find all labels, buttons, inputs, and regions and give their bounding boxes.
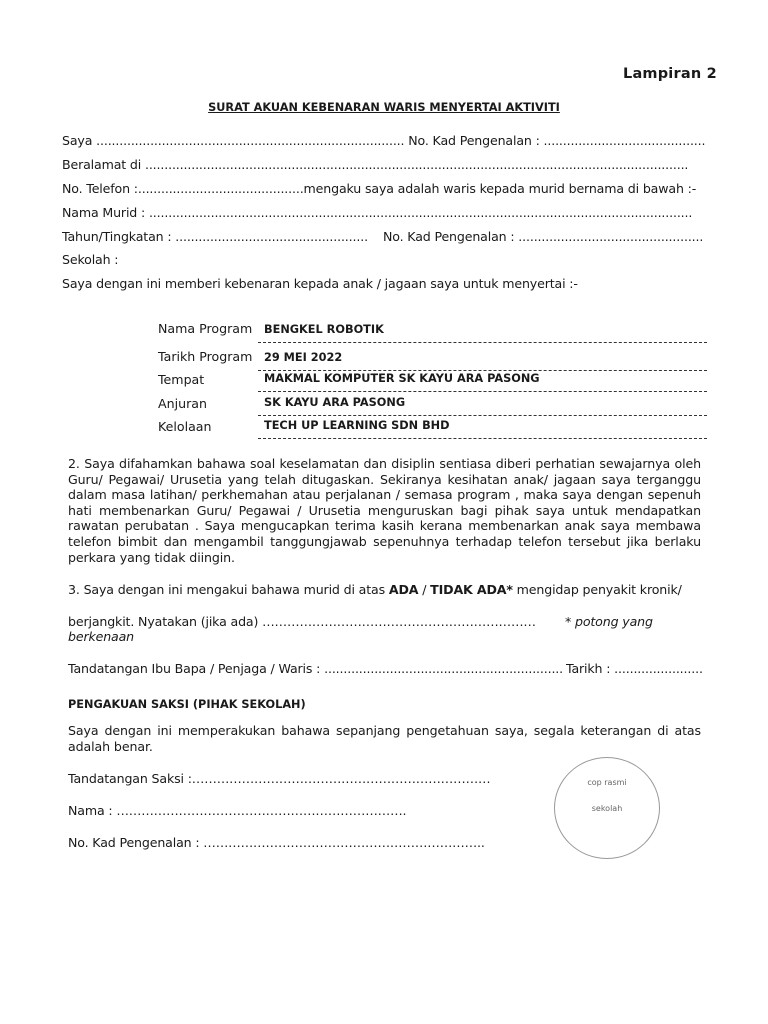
- parent-name-line: Saya ................................................................................ No. Kad Pengenalan : ..........................................: [62, 133, 706, 148]
- chronic-prefix: 3. Saya dengan ini mengakui bahawa murid di atas: [68, 582, 389, 597]
- address-line: Beralamat di .............................................................................................................................................: [62, 157, 689, 172]
- phone-line: No. Telefon :...........................................mengaku saya adalah waris kepada murid bernama di bawah :-: [62, 181, 697, 196]
- school-line: Sekolah :: [62, 252, 119, 267]
- option-separator: /: [418, 582, 431, 597]
- strike-note-cont: berkenaan: [68, 629, 135, 644]
- witness-statement: Saya dengan ini memperakukan bahawa sepanjang pengetahuan saya, segala keterangan di atas adalah benar.: [68, 723, 701, 754]
- program-date-label: Tarikh Program: [158, 349, 253, 364]
- date-line: Tarikh : .......................: [566, 661, 703, 676]
- safety-paragraph: 2. Saya difahamkan bahawa soal keselamatan dan disiplin sentiasa diberi perhatian sewajarnya oleh Guru/ Pegawai/ Urusetia yang telah ditugaskan. Sekiranya kesihatan anak/ jagaan saya terganggu dalam masa latihan/ perkhemahan atau perjalanan / semasa program , maka saya dengan sepenuh hati membenarkan Guru/ Pegawai / Urusetia menguruskan bagi pihak saya untuk mendapatkan rawatan perubatan . Saya mengucapkan terima kasih kerana membenarkan anak saya membawa telefon bimbit dan mengambil tanggungjawab sepenuhnya terhadap telefon tersebut jika berlaku perkara yang tidak diingin.: [68, 456, 701, 565]
- student-ic-line: No. Kad Pengenalan : ................................................: [383, 229, 704, 244]
- program-name-label: Nama Program: [158, 321, 253, 336]
- program-manager-label: Kelolaan: [158, 419, 212, 434]
- strike-note: * potong yang: [565, 614, 653, 629]
- school-stamp-circle: [554, 757, 660, 859]
- option-ada: ADA: [388, 582, 419, 597]
- program-manager-value: TECH UP LEARNING SDN BHD: [258, 417, 707, 439]
- witness-name-line: Nama : …………………………………………………………….: [68, 803, 407, 818]
- program-venue-label: Tempat: [158, 372, 205, 387]
- chronic-suffix: mengidap penyakit kronik/: [512, 582, 682, 597]
- permission-statement: Saya dengan ini memberi kebenaran kepada anak / jagaan saya untuk menyertai :-: [62, 276, 578, 291]
- attachment-label: Lampiran 2: [623, 66, 717, 82]
- parent-signature-line: Tandatangan Ibu Bapa / Penjaga / Waris : ..............................................................: [68, 661, 564, 676]
- option-tidak-ada: TIDAK ADA*: [430, 582, 513, 597]
- student-year-line: Tahun/Tingkatan : ..................................................: [62, 229, 368, 244]
- stamp-text-bottom: sekolah: [591, 804, 623, 813]
- stamp-text-top: cop rasmi: [587, 778, 627, 787]
- program-venue-value: MAKMAL KOMPUTER SK KAYU ARA PASONG: [258, 370, 707, 392]
- witness-ic-line: No. Kad Pengenalan : …………………………………………………………..: [68, 835, 485, 850]
- chronic-illness-statement: [68, 582, 682, 597]
- program-organizer-label: Anjuran: [158, 396, 207, 411]
- form-title: SURAT AKUAN KEBENARAN WARIS MENYERTAI AKTIVITI: [208, 101, 560, 114]
- program-date-value: 29 MEI 2022: [258, 349, 707, 371]
- program-name-value: BENGKEL ROBOTIK: [258, 321, 707, 343]
- program-organizer-value: SK KAYU ARA PASONG: [258, 394, 707, 416]
- witness-heading: PENGAKUAN SAKSI (PIHAK SEKOLAH): [68, 698, 306, 711]
- illness-detail-line: berjangkit. Nyatakan (jika ada) …………………………………………………………: [68, 614, 536, 629]
- student-name-line: Nama Murid : .............................................................................................................................................: [62, 205, 693, 220]
- witness-signature-line: Tandatangan Saksi :………………………………………………………………: [68, 771, 491, 786]
